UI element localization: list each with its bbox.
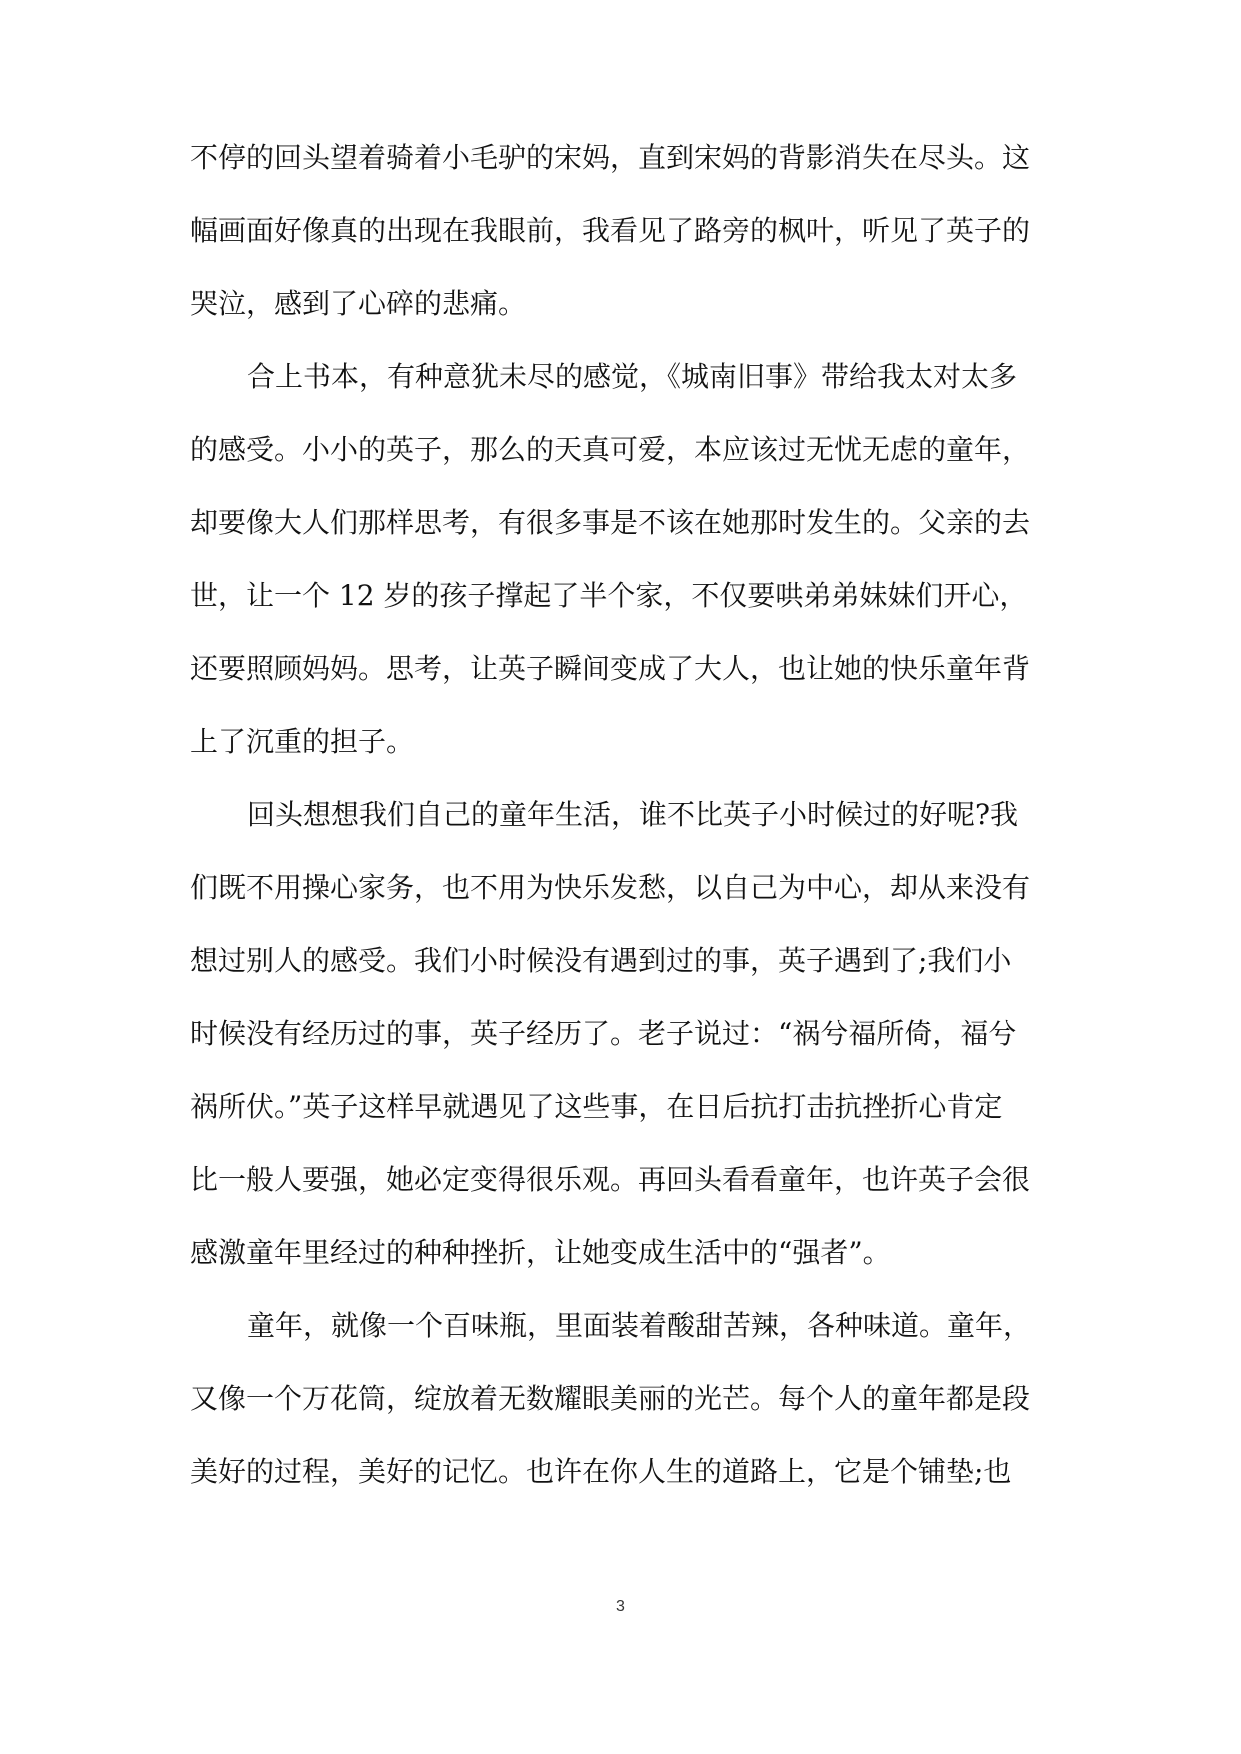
text-line: 却要像大人们那样思考，有很多事是不该在她那时发生的。父亲的去 xyxy=(190,506,1031,539)
text-line: 感激童年里经过的种种挫折，让她变成生活中的“强者”。 xyxy=(190,1236,891,1269)
text-line: 还要照顾妈妈。思考，让英子瞬间变成了大人，也让她的快乐童年背 xyxy=(190,652,1031,685)
page-number: 3 xyxy=(616,1598,625,1615)
text-line: 们既不用操心家务，也不用为快乐发愁，以自己为中心，却从来没有 xyxy=(190,871,1031,904)
text-line: 不停的回头望着骑着小毛驴的宋妈，直到宋妈的背影消失在尽头。这 xyxy=(190,141,1031,174)
text-line: 祸所伏。”英子这样早就遇见了这些事，在日后抗打击抗挫折心肯定 xyxy=(190,1090,1003,1123)
text-line: 上了沉重的担子。 xyxy=(190,725,415,758)
text-line: 哭泣，感到了心碎的悲痛。 xyxy=(190,287,527,320)
text-line: 世，让一个 12 岁的孩子撑起了半个家，不仅要哄弟弟妹妹们开心， xyxy=(190,579,1028,612)
paragraph-first-line: 回头想想我们自己的童年生活，谁不比英子小时候过的好呢?我 xyxy=(247,798,1019,831)
text-line: 比一般人要强，她必定变得很乐观。再回头看看童年，也许英子会很 xyxy=(190,1163,1031,1196)
text-line: 的感受。小小的英子，那么的天真可爱，本应该过无忧无虑的童年， xyxy=(190,433,1031,466)
text-line: 想过别人的感受。我们小时候没有遇到过的事，英子遇到了;我们小 xyxy=(190,944,1012,977)
text-line: 又像一个万花筒，绽放着无数耀眼美丽的光芒。每个人的童年都是段 xyxy=(190,1382,1031,1415)
text-line: 美好的过程，美好的记忆。也许在你人生的道路上，它是个铺垫;也 xyxy=(190,1455,1012,1488)
text-line: 时候没有经历过的事，英子经历了。老子说过：“祸兮福所倚，福兮 xyxy=(190,1017,1017,1050)
text-line: 幅画面好像真的出现在我眼前，我看见了路旁的枫叶，听见了英子的 xyxy=(190,214,1031,247)
paragraph-first-line: 童年，就像一个百味瓶，里面装着酸甜苦辣，各种味道。童年， xyxy=(247,1309,1032,1342)
paragraph-first-line: 合上书本，有种意犹未尽的感觉，《城南旧事》带给我太对太多 xyxy=(247,360,1018,393)
